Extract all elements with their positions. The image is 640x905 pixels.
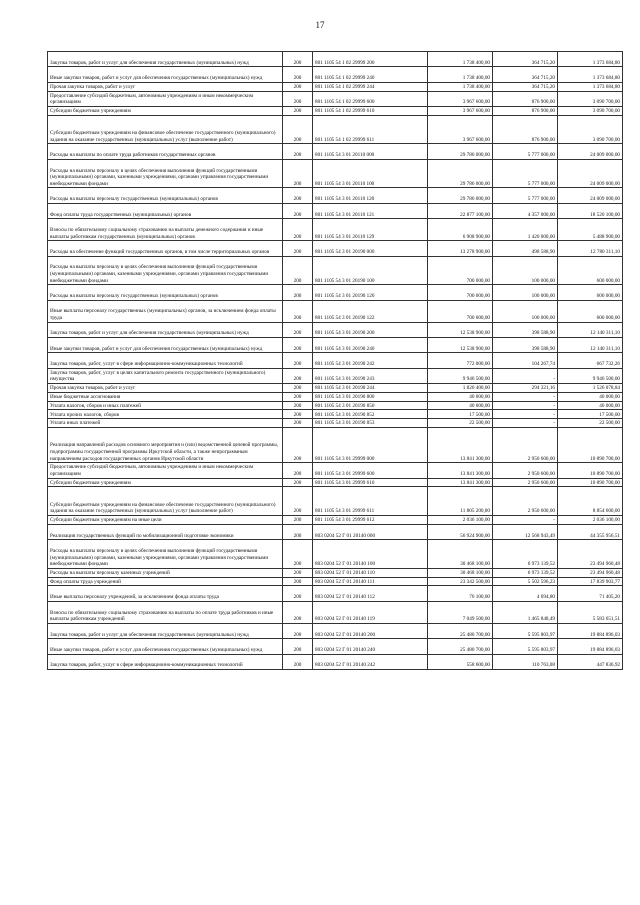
row-name-cell: Субсидии бюджетным учреждениям xyxy=(48,478,283,487)
row-approved-cell: 9 946 500,00 xyxy=(428,368,493,383)
row-code-cell: 200 xyxy=(283,300,313,322)
row-classification-cell: 801 1105 54 1 02 29999 611 xyxy=(313,115,428,144)
row-unexecuted-cell: 19 884 896,03 xyxy=(558,639,623,654)
row-name-cell: Уплата прочих налогов, сборов xyxy=(48,410,283,419)
row-classification-cell: 801 1105 54 3 01 20190 120 xyxy=(313,285,428,300)
row-name-cell: Расходы на выплаты персоналу государственных (муниципальных) органов xyxy=(48,285,283,300)
row-name-cell: Расходы на выплаты персоналу государственных (муниципальных) органов xyxy=(48,188,283,203)
row-code-cell: 200 xyxy=(283,106,313,115)
row-name-cell: Уплата налогов, сборов и иных платежей xyxy=(48,401,283,410)
row-unexecuted-cell: 3 090 700,00 xyxy=(558,91,623,106)
table-row xyxy=(48,159,623,188)
row-classification-cell: 801 1105 54 3 01 20110 000 xyxy=(313,144,428,159)
row-unexecuted-cell: 600 000,00 xyxy=(558,285,623,300)
row-code-cell: 200 xyxy=(283,82,313,91)
row-name-cell: Иные закупки товаров, работ и услуг для обеспечения государственных (муниципальных) нужд xyxy=(48,67,283,82)
table-row xyxy=(48,203,623,218)
row-approved-cell: 29 786 000,00 xyxy=(428,188,493,203)
row-unexecuted-cell: 1 373 684,80 xyxy=(558,52,623,67)
row-approved-cell: 11 805 200,00 xyxy=(428,487,493,516)
table-row xyxy=(48,106,623,115)
row-approved-cell: 7 049 500,00 xyxy=(428,601,493,623)
row-code-cell: 200 xyxy=(283,52,313,67)
row-executed-cell: 5 595 803,97 xyxy=(493,639,558,654)
row-executed-cell: 2 950 600,00 xyxy=(493,487,558,516)
row-classification-cell: 801 1105 54 3 01 20190 853 xyxy=(313,419,428,428)
row-executed-cell: 1 465 848,49 xyxy=(493,601,558,623)
row-code-cell: 200 xyxy=(283,353,313,368)
row-name-cell: Субсидии бюджетным учреждениям на иные цели xyxy=(48,516,283,525)
row-executed-cell: 110 763,08 xyxy=(493,654,558,669)
row-classification-cell: 801 1105 54 3 01 20190 242 xyxy=(313,353,428,368)
row-classification-cell: 801 1105 54 1 02 29999 600 xyxy=(313,91,428,106)
row-classification-cell: 801 1105 54 3 01 29999 000 xyxy=(313,428,428,463)
row-unexecuted-cell: 17 839 903,77 xyxy=(558,577,623,586)
row-executed-cell: 364 715,20 xyxy=(493,82,558,91)
row-code-cell: 200 xyxy=(283,91,313,106)
row-executed-cell: 100 000,00 xyxy=(493,300,558,322)
row-executed-cell: 876 900,00 xyxy=(493,91,558,106)
row-approved-cell: 700 000,00 xyxy=(428,256,493,285)
row-name-cell: Закупка товаров, работ и услуг для обеспечения государственных (муниципальных) нужд xyxy=(48,52,283,67)
row-executed-cell: 876 900,00 xyxy=(493,115,558,144)
row-classification-cell: 803 0204 52 Г 01 20140 200 xyxy=(313,623,428,638)
row-name-cell: Фонд оплаты труда учреждений xyxy=(48,577,283,586)
row-approved-cell: 22 500,00 xyxy=(428,419,493,428)
row-unexecuted-cell: 22 500,00 xyxy=(558,419,623,428)
row-unexecuted-cell: 3 090 700,00 xyxy=(558,115,623,144)
table-row xyxy=(48,463,623,478)
row-unexecuted-cell: 667 732,26 xyxy=(558,353,623,368)
table-row xyxy=(48,487,623,516)
row-name-cell: Прочая закупка товаров, работ и услуг xyxy=(48,82,283,91)
row-unexecuted-cell: 447 836,92 xyxy=(558,654,623,669)
row-code-cell: 200 xyxy=(283,67,313,82)
table-row xyxy=(48,337,623,352)
row-approved-cell: 558 600,00 xyxy=(428,654,493,669)
row-executed-cell: 4 694,80 xyxy=(493,586,558,601)
row-executed-cell: 364 715,20 xyxy=(493,52,558,67)
row-approved-cell: 30 468 100,00 xyxy=(428,568,493,577)
row-executed-cell: 1 420 000,00 xyxy=(493,219,558,241)
row-classification-cell: 801 1105 54 3 01 20190 852 xyxy=(313,410,428,419)
row-approved-cell: 13 841 300,00 xyxy=(428,478,493,487)
row-executed-cell: 5 595 803,97 xyxy=(493,623,558,638)
row-name-cell: Реализация государственных функций по мобилизационной подготовке экономики xyxy=(48,524,283,539)
row-executed-cell: 5 777 000,00 xyxy=(493,188,558,203)
table-row xyxy=(48,410,623,419)
row-approved-cell: 25 480 700,00 xyxy=(428,623,493,638)
row-approved-cell: 1 738 400,00 xyxy=(428,52,493,67)
row-unexecuted-cell: 1 373 684,80 xyxy=(558,67,623,82)
table-row xyxy=(48,322,623,337)
table-row xyxy=(48,82,623,91)
row-name-cell: Взносы по обязательному социальному страхованию на выплаты по оплате труда работников и иные выплаты работникам учреждений xyxy=(48,601,283,623)
row-unexecuted-cell: 1 526 078,84 xyxy=(558,384,623,393)
row-executed-cell: 100 000,00 xyxy=(493,256,558,285)
table-row xyxy=(48,419,623,428)
row-classification-cell: 803 0204 52 Г 01 20140 240 xyxy=(313,639,428,654)
row-name-cell: Иные бюджетные ассигнования xyxy=(48,392,283,401)
row-code-cell: 200 xyxy=(283,623,313,638)
row-unexecuted-cell: 17 500,00 xyxy=(558,410,623,419)
row-name-cell: Закупка товаров, работ, услуг в сфере информационно-коммуникационных технологий xyxy=(48,654,283,669)
row-classification-cell: 803 0204 52 Г 01 20140 112 xyxy=(313,586,428,601)
row-name-cell: Прочая закупка товаров, работ и услуг xyxy=(48,384,283,393)
table-row xyxy=(48,540,623,569)
row-code-cell: 200 xyxy=(283,115,313,144)
row-unexecuted-cell: 2 036 100,00 xyxy=(558,516,623,525)
row-approved-cell: 22 877 100,00 xyxy=(428,203,493,218)
row-name-cell: Предоставление субсидий бюджетным, автономным учреждениям и иным некоммерческим организациям xyxy=(48,463,283,478)
table-row xyxy=(48,516,623,525)
table-row xyxy=(48,392,623,401)
row-code-cell: 200 xyxy=(283,478,313,487)
row-code-cell: 200 xyxy=(283,144,313,159)
row-unexecuted-cell: 24 009 000,00 xyxy=(558,159,623,188)
row-name-cell: Иные закупки товаров, работ и услуг для обеспечения государственных (муниципальных) нужд xyxy=(48,337,283,352)
row-classification-cell: 803 0204 52 Г 01 20140 000 xyxy=(313,524,428,539)
row-approved-cell: 76 100,00 xyxy=(428,586,493,601)
row-unexecuted-cell: 40 000,00 xyxy=(558,392,623,401)
table-row xyxy=(48,300,623,322)
row-approved-cell: 3 967 600,00 xyxy=(428,91,493,106)
row-executed-cell: - xyxy=(493,419,558,428)
row-approved-cell: 13 278 900,00 xyxy=(428,241,493,256)
row-classification-cell: 803 0204 52 Г 01 20140 111 xyxy=(313,577,428,586)
row-code-cell: 200 xyxy=(283,241,313,256)
row-name-cell: Расходы на выплаты персоналу казенных учреждений xyxy=(48,568,283,577)
row-name-cell: Взносы по обязательному социальному страхованию на выплаты денежного содержания и иные выплаты работникам государственных (муниципальных) органов xyxy=(48,219,283,241)
row-approved-cell: 40 000,00 xyxy=(428,401,493,410)
row-approved-cell: 6 908 900,00 xyxy=(428,219,493,241)
row-code-cell: 200 xyxy=(283,322,313,337)
row-code-cell: 200 xyxy=(283,384,313,393)
row-approved-cell: 40 000,00 xyxy=(428,392,493,401)
row-code-cell: 200 xyxy=(283,368,313,383)
row-unexecuted-cell: 3 090 700,00 xyxy=(558,106,623,115)
row-classification-cell: 803 0204 52 Г 01 20140 100 xyxy=(313,540,428,569)
row-code-cell: 200 xyxy=(283,654,313,669)
row-approved-cell: 1 738 400,00 xyxy=(428,82,493,91)
row-classification-cell: 801 1105 54 3 01 29999 611 xyxy=(313,487,428,516)
row-name-cell: Иные выплаты персоналу учреждений, за исключением фонда оплаты труда xyxy=(48,586,283,601)
row-name-cell: Расходы на выплаты персоналу в целях обеспечения выполнения функций государственными (муниципальными) органами, казенными учреждениями, органами управления государственными внебюджетными фондами xyxy=(48,159,283,188)
row-executed-cell: 100 000,00 xyxy=(493,285,558,300)
row-executed-cell: 2 950 600,00 xyxy=(493,478,558,487)
row-approved-cell: 1 820 400,00 xyxy=(428,384,493,393)
row-approved-cell: 17 500,00 xyxy=(428,410,493,419)
table-row xyxy=(48,285,623,300)
row-unexecuted-cell: 12 140 311,10 xyxy=(558,337,623,352)
row-unexecuted-cell: 600 000,00 xyxy=(558,256,623,285)
row-name-cell: Субсидии бюджетным учреждениям на финансовое обеспечение государственного (муниципального) задания на оказание государственных (муниципальных) услуг (выполнение работ) xyxy=(48,115,283,144)
row-unexecuted-cell: 12 140 311,10 xyxy=(558,322,623,337)
table-row xyxy=(48,568,623,577)
row-name-cell: Закупка товаров, работ и услуг для обеспечения государственных (муниципальных) нужд xyxy=(48,322,283,337)
row-approved-cell: 29 786 000,00 xyxy=(428,159,493,188)
row-code-cell: 200 xyxy=(283,577,313,586)
table-row xyxy=(48,241,623,256)
row-name-cell: Предоставление субсидий бюджетным, автономным учреждениям и иным некоммерческим организациям xyxy=(48,91,283,106)
table-row xyxy=(48,586,623,601)
row-executed-cell: 364 715,20 xyxy=(493,67,558,82)
row-classification-cell: 801 1105 54 3 01 20190 100 xyxy=(313,256,428,285)
table-row xyxy=(48,115,623,144)
row-code-cell: 200 xyxy=(283,219,313,241)
row-executed-cell: 12 568 943,49 xyxy=(493,524,558,539)
row-code-cell: 200 xyxy=(283,639,313,654)
row-unexecuted-cell: 24 009 000,00 xyxy=(558,188,623,203)
row-code-cell: 200 xyxy=(283,428,313,463)
row-code-cell: 200 xyxy=(283,524,313,539)
table-row xyxy=(48,67,623,82)
row-classification-cell: 801 1105 54 3 01 20190 243 xyxy=(313,368,428,383)
table-row xyxy=(48,623,623,638)
table-body xyxy=(48,52,623,670)
row-classification-cell: 801 1105 54 3 01 20110 129 xyxy=(313,219,428,241)
table-row xyxy=(48,639,623,654)
row-approved-cell: 13 841 300,00 xyxy=(428,428,493,463)
row-code-cell: 200 xyxy=(283,410,313,419)
table-row xyxy=(48,188,623,203)
table-row xyxy=(48,478,623,487)
row-code-cell: 200 xyxy=(283,568,313,577)
budget-execution-table xyxy=(47,51,623,670)
row-executed-cell: 294 321,16 xyxy=(493,384,558,393)
row-unexecuted-cell: 10 890 700,00 xyxy=(558,463,623,478)
row-name-cell: Фонд оплаты труда государственных (муниципальных) органов xyxy=(48,203,283,218)
row-code-cell: 200 xyxy=(283,159,313,188)
table-row xyxy=(48,91,623,106)
row-unexecuted-cell: 40 000,00 xyxy=(558,401,623,410)
row-classification-cell: 801 1105 54 3 01 20190 122 xyxy=(313,300,428,322)
row-unexecuted-cell: 18 520 100,00 xyxy=(558,203,623,218)
row-code-cell: 200 xyxy=(283,337,313,352)
row-classification-cell: 801 1105 54 3 01 29999 600 xyxy=(313,463,428,478)
row-classification-cell: 801 1105 54 1 02 29999 240 xyxy=(313,67,428,82)
row-unexecuted-cell: 5 488 900,00 xyxy=(558,219,623,241)
row-code-cell: 200 xyxy=(283,540,313,569)
row-approved-cell: 12 538 900,00 xyxy=(428,322,493,337)
row-unexecuted-cell: 19 884 896,03 xyxy=(558,623,623,638)
row-code-cell: 200 xyxy=(283,285,313,300)
table-row xyxy=(48,144,623,159)
row-classification-cell: 801 1105 54 1 02 29999 610 xyxy=(313,106,428,115)
row-name-cell: Расходы на выплаты персоналу в целях обеспечения выполнения функций государственными (муниципальными) органами, казенными учреждениями, органами управления государственными внебюджетными фондами xyxy=(48,540,283,569)
table-row xyxy=(48,428,623,463)
row-classification-cell: 801 1105 54 3 01 20190 000 xyxy=(313,241,428,256)
row-code-cell: 200 xyxy=(283,487,313,516)
row-code-cell: 200 xyxy=(283,392,313,401)
row-classification-cell: 801 1105 54 3 01 20190 240 xyxy=(313,337,428,352)
row-approved-cell: 25 480 700,00 xyxy=(428,639,493,654)
row-executed-cell: - xyxy=(493,410,558,419)
row-name-cell: Закупка товаров, работ, услуг в сфере информационно-коммуникационных технологий xyxy=(48,353,283,368)
row-executed-cell: 2 950 600,00 xyxy=(493,428,558,463)
row-executed-cell: 876 900,00 xyxy=(493,106,558,115)
row-code-cell: 200 xyxy=(283,188,313,203)
row-code-cell: 200 xyxy=(283,601,313,623)
row-unexecuted-cell: 12 780 311,10 xyxy=(558,241,623,256)
row-executed-cell: - xyxy=(493,368,558,383)
row-code-cell: 200 xyxy=(283,203,313,218)
row-unexecuted-cell: 5 583 651,51 xyxy=(558,601,623,623)
row-approved-cell: 700 000,00 xyxy=(428,285,493,300)
row-classification-cell: 801 1105 54 3 01 20190 850 xyxy=(313,401,428,410)
row-approved-cell: 700 000,00 xyxy=(428,300,493,322)
row-executed-cell: 398 588,90 xyxy=(493,322,558,337)
table-row xyxy=(48,256,623,285)
table-row xyxy=(48,401,623,410)
row-executed-cell: 398 588,90 xyxy=(493,337,558,352)
row-unexecuted-cell: 8 854 600,00 xyxy=(558,487,623,516)
row-approved-cell: 23 342 500,00 xyxy=(428,577,493,586)
row-name-cell: Расходы на выплаты по оплате труда работников государственных органов xyxy=(48,144,283,159)
table-row xyxy=(48,384,623,393)
row-unexecuted-cell: 10 890 700,00 xyxy=(558,478,623,487)
row-approved-cell: 3 967 600,00 xyxy=(428,115,493,144)
row-classification-cell: 801 1105 54 3 01 20110 121 xyxy=(313,203,428,218)
row-executed-cell: 2 950 600,00 xyxy=(493,463,558,478)
row-name-cell: Закупка товаров, работ и услуг для обеспечения государственных (муниципальных) нужд xyxy=(48,623,283,638)
table-row xyxy=(48,368,623,383)
row-classification-cell: 803 0204 52 Г 01 20140 119 xyxy=(313,601,428,623)
row-approved-cell: 3 967 600,00 xyxy=(428,106,493,115)
row-executed-cell: 6 973 139,52 xyxy=(493,568,558,577)
row-approved-cell: 56 924 900,00 xyxy=(428,524,493,539)
table-row xyxy=(48,52,623,67)
row-name-cell: Расходы на выплаты персоналу в целях обеспечения выполнения функций государственными (муниципальными) органами, казенными учреждениями, органами управления государственными внебюджетными фондами xyxy=(48,256,283,285)
table-row xyxy=(48,524,623,539)
table-row xyxy=(48,219,623,241)
row-code-cell: 200 xyxy=(283,463,313,478)
table-row xyxy=(48,654,623,669)
table-row xyxy=(48,353,623,368)
row-unexecuted-cell: 23 494 960,48 xyxy=(558,568,623,577)
row-executed-cell: - xyxy=(493,392,558,401)
row-classification-cell: 803 0204 52 Г 01 20140 110 xyxy=(313,568,428,577)
row-unexecuted-cell: 600 000,00 xyxy=(558,300,623,322)
row-classification-cell: 801 1105 54 1 02 29999 244 xyxy=(313,82,428,91)
row-classification-cell: 801 1105 54 3 01 29999 612 xyxy=(313,516,428,525)
row-unexecuted-cell: 44 355 956,51 xyxy=(558,524,623,539)
row-classification-cell: 803 0204 52 Г 01 20140 242 xyxy=(313,654,428,669)
row-name-cell: Иные закупки товаров, работ и услуг для обеспечения государственных (муниципальных) нужд xyxy=(48,639,283,654)
row-unexecuted-cell: 1 373 684,80 xyxy=(558,82,623,91)
row-approved-cell: 30 468 100,00 xyxy=(428,540,493,569)
table-row xyxy=(48,601,623,623)
row-classification-cell: 801 1105 54 3 01 20190 244 xyxy=(313,384,428,393)
row-name-cell: Уплата иных платежей xyxy=(48,419,283,428)
row-name-cell: Иные выплаты персоналу государственных (муниципальных) органов, за исключением фонда оплаты труда xyxy=(48,300,283,322)
row-code-cell: 200 xyxy=(283,256,313,285)
row-executed-cell: 6 973 139,52 xyxy=(493,540,558,569)
row-code-cell: 200 xyxy=(283,401,313,410)
row-classification-cell: 801 1105 54 3 01 20110 100 xyxy=(313,159,428,188)
row-approved-cell: 13 841 300,00 xyxy=(428,463,493,478)
row-classification-cell: 801 1105 54 3 01 29999 610 xyxy=(313,478,428,487)
row-executed-cell: - xyxy=(493,401,558,410)
row-name-cell: Субсидии бюджетным учреждениям xyxy=(48,106,283,115)
row-unexecuted-cell: 24 009 000,00 xyxy=(558,144,623,159)
row-unexecuted-cell: 71 405,20 xyxy=(558,586,623,601)
table-row xyxy=(48,577,623,586)
row-executed-cell: 498 588,90 xyxy=(493,241,558,256)
row-approved-cell: 1 738 400,00 xyxy=(428,67,493,82)
page-number: 17 xyxy=(315,20,325,30)
row-name-cell: Субсидии бюджетным учреждениям на финансовое обеспечение государственного (муниципального) задания на оказание государственных (муниципальных) услуг (выполнение работ) xyxy=(48,487,283,516)
row-classification-cell: 801 1105 54 3 01 20110 120 xyxy=(313,188,428,203)
row-executed-cell: 5 777 000,00 xyxy=(493,159,558,188)
row-code-cell: 200 xyxy=(283,586,313,601)
row-unexecuted-cell: 10 890 700,00 xyxy=(558,428,623,463)
row-approved-cell: 29 786 000,00 xyxy=(428,144,493,159)
row-executed-cell: 104 267,74 xyxy=(493,353,558,368)
row-unexecuted-cell: 23 494 960,48 xyxy=(558,540,623,569)
row-code-cell: 200 xyxy=(283,419,313,428)
row-approved-cell: 2 036 100,00 xyxy=(428,516,493,525)
row-executed-cell: 5 502 596,23 xyxy=(493,577,558,586)
row-code-cell: 200 xyxy=(283,516,313,525)
row-unexecuted-cell: 9 946 500,00 xyxy=(558,368,623,383)
row-name-cell: Расходы на обеспечение функций государственных органов, в том числе территориальных органов xyxy=(48,241,283,256)
row-executed-cell: - xyxy=(493,516,558,525)
row-classification-cell: 801 1105 54 1 02 29999 200 xyxy=(313,52,428,67)
row-classification-cell: 801 1105 54 3 01 20190 800 xyxy=(313,392,428,401)
row-classification-cell: 801 1105 54 3 01 20190 200 xyxy=(313,322,428,337)
row-executed-cell: 4 357 000,00 xyxy=(493,203,558,218)
row-approved-cell: 12 538 900,00 xyxy=(428,337,493,352)
row-name-cell: Реализация направлений расходов основного мероприятия и (или) ведомственной целевой программы, подпрограммы государственной программы Иркутской области, а также непрограммным направлениям расходов государственных органов Иркутской области xyxy=(48,428,283,463)
row-executed-cell: 5 777 000,00 xyxy=(493,144,558,159)
row-name-cell: Закупка товаров, работ, услуг в целях капитального ремонта государственного (муниципального) имущества xyxy=(48,368,283,383)
row-approved-cell: 772 000,00 xyxy=(428,353,493,368)
